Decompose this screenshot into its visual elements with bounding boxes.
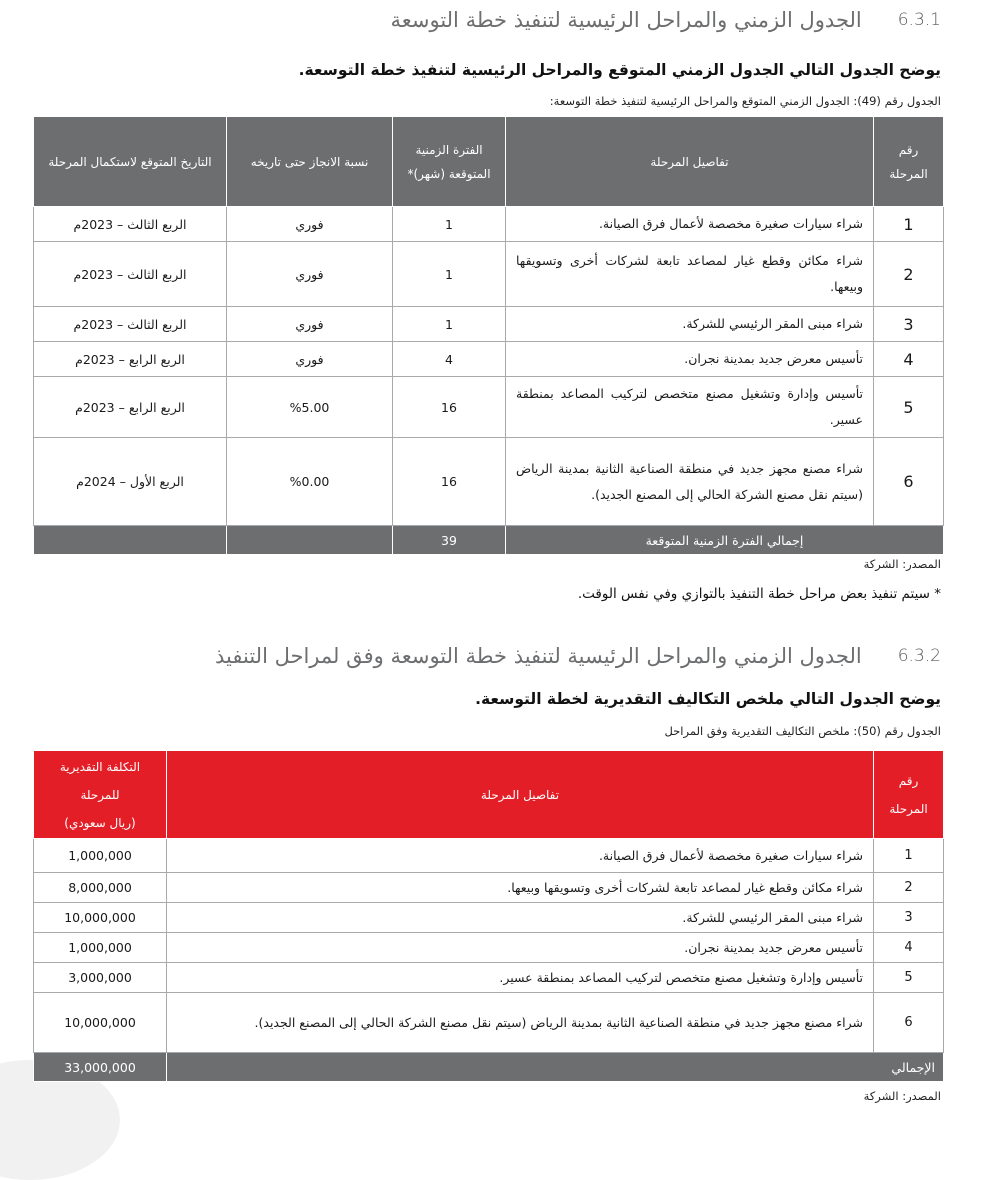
phase-progress: %0.00 <box>227 438 393 526</box>
table-row <box>34 993 944 1053</box>
table-caption: الجدول رقم (49): الجدول الزمني المتوقع والمراحل الرئيسية لتنفيذ خطة التوسعة: <box>549 94 941 108</box>
header-phase-details: تفاصيل المرحلة <box>506 117 874 207</box>
phase-details: شراء سيارات صغيرة مخصصة لأعمال فرق الصيانة. <box>506 207 874 242</box>
total-period: 39 <box>393 526 506 555</box>
phase-details: شراء سيارات صغيرة مخصصة لأعمال فرق الصيانة. <box>167 839 874 873</box>
phase-date: الربع الثالث – 2023م <box>34 242 227 307</box>
table-row <box>34 903 944 933</box>
header-cost-line: للمرحلة <box>80 787 120 802</box>
phase-period: 1 <box>393 242 506 307</box>
table-row <box>34 839 944 873</box>
phase-number: 2 <box>874 242 944 307</box>
header-cost-line: (ريال سعودي) <box>64 815 136 830</box>
phase-progress: فوري <box>227 207 393 242</box>
phase-details: شراء مصنع مجهز جديد في منطقة الصناعية الثانية بمدينة الرياض (سيتم نقل مصنع الشركة الحالي إلى المصنع الجديد). <box>167 993 874 1053</box>
table-row <box>34 963 944 993</box>
phase-period: 16 <box>393 377 506 438</box>
header-progress: نسبة الانجاز حتى تاريخه <box>227 117 393 207</box>
table-row <box>34 873 944 903</box>
phase-progress: فوري <box>227 307 393 342</box>
table-row <box>34 307 944 342</box>
total-empty-cell <box>227 526 393 555</box>
phase-number: 2 <box>874 873 944 903</box>
phase-cost: 10,000,000 <box>34 903 167 933</box>
phase-date: الربع الأول – 2024م <box>34 438 227 526</box>
table-total-row <box>34 1053 944 1082</box>
phase-number: 4 <box>874 933 944 963</box>
phase-number: 3 <box>874 307 944 342</box>
section-title: الجدول الزمني والمراحل الرئيسية لتنفيذ خطة التوسعة <box>390 8 862 32</box>
total-label: الإجمالي <box>167 1053 944 1082</box>
table-row <box>34 242 944 307</box>
source-note: المصدر: الشركة <box>863 1089 941 1103</box>
table-header-row <box>34 117 944 207</box>
phase-progress: فوري <box>227 342 393 377</box>
phase-details: شراء مكائن وقطع غيار لمصاعد تابعة لشركات أخرى وتسويقها وبيعها. <box>506 242 874 307</box>
phase-number: 6 <box>874 993 944 1053</box>
phase-cost: 3,000,000 <box>34 963 167 993</box>
phase-date: الربع الثالث – 2023م <box>34 307 227 342</box>
source-note: المصدر: الشركة <box>863 557 941 571</box>
phase-date: الربع الثالث – 2023م <box>34 207 227 242</box>
phase-date: الربع الرابع – 2023م <box>34 342 227 377</box>
phase-cost: 1,000,000 <box>34 839 167 873</box>
table-row <box>34 438 944 526</box>
header-completion-date: التاريخ المتوقع لاستكمال المرحلة <box>34 117 227 207</box>
table-total-row <box>34 526 944 555</box>
phase-period: 1 <box>393 207 506 242</box>
section-heading-1 <box>40 8 941 32</box>
phase-number: 3 <box>874 903 944 933</box>
phase-number: 4 <box>874 342 944 377</box>
cost-table <box>33 750 944 1082</box>
phase-details: شراء مبنى المقر الرئيسي للشركة. <box>167 903 874 933</box>
footnote: * سيتم تنفيذ بعض مراحل خطة التنفيذ بالتوازي وفي نفس الوقت. <box>577 586 941 602</box>
phase-number: 1 <box>874 839 944 873</box>
section-heading-2 <box>40 644 941 668</box>
table-row <box>34 933 944 963</box>
total-cost: 33,000,000 <box>34 1053 167 1082</box>
phase-cost: 1,000,000 <box>34 933 167 963</box>
phase-details: شراء مكائن وقطع غيار لمصاعد تابعة لشركات أخرى وتسويقها وبيعها. <box>167 873 874 903</box>
phase-number: 5 <box>874 963 944 993</box>
phase-details: شراء مبنى المقر الرئيسي للشركة. <box>506 307 874 342</box>
timeline-table <box>33 116 944 555</box>
phase-number: 1 <box>874 207 944 242</box>
header-phase-number: رقم المرحلة <box>874 117 944 207</box>
phase-progress: %5.00 <box>227 377 393 438</box>
total-label: إجمالي الفترة الزمنية المتوقعة <box>506 526 944 555</box>
table-row <box>34 377 944 438</box>
phase-period: 16 <box>393 438 506 526</box>
table-row <box>34 207 944 242</box>
section-title: الجدول الزمني والمراحل الرئيسية لتنفيذ خطة التوسعة وفق لمراحل التنفيذ <box>215 644 862 668</box>
section-number: 6.3.2 <box>897 646 941 666</box>
phase-details: تأسيس معرض جديد بمدينة نجران. <box>506 342 874 377</box>
phase-number: 5 <box>874 377 944 438</box>
phase-progress: فوري <box>227 242 393 307</box>
phase-details: شراء مصنع مجهز جديد في منطقة الصناعية الثانية بمدينة الرياض (سيتم نقل مصنع الشركة الحالي إلى المصنع الجديد). <box>506 438 874 526</box>
phase-details: تأسيس وإدارة وتشغيل مصنع متخصص لتركيب المصاعد بمنطقة عسير. <box>167 963 874 993</box>
phase-number: 6 <box>874 438 944 526</box>
table-caption: الجدول رقم (50): ملخص التكاليف التقديرية وفق المراحل <box>664 724 941 738</box>
phase-details: تأسيس وإدارة وتشغيل مصنع متخصص لتركيب المصاعد بمنطقة عسير. <box>506 377 874 438</box>
phase-details: تأسيس معرض جديد بمدينة نجران. <box>167 933 874 963</box>
header-phase-number: رقم المرحلة <box>874 751 944 839</box>
section-number: 6.3.1 <box>897 10 941 30</box>
phase-cost: 10,000,000 <box>34 993 167 1053</box>
header-cost-line: التكلفة التقديرية <box>59 759 141 774</box>
header-phase-details: تفاصيل المرحلة <box>167 751 874 839</box>
intro-paragraph: يوضح الجدول التالي ملخص التكاليف التقديرية لخطة التوسعة. <box>475 690 941 708</box>
phase-date: الربع الرابع – 2023م <box>34 377 227 438</box>
phase-period: 1 <box>393 307 506 342</box>
phase-cost: 8,000,000 <box>34 873 167 903</box>
table-header-row <box>34 751 944 839</box>
header-expected-period: الفترة الزمنية المتوقعة (شهر)* <box>393 117 506 207</box>
intro-paragraph: يوضح الجدول التالي الجدول الزمني المتوقع والمراحل الرئيسية لتنفيذ خطة التوسعة. <box>298 61 941 79</box>
table-row <box>34 342 944 377</box>
total-empty-cell <box>34 526 227 555</box>
header-estimated-cost <box>34 751 167 839</box>
phase-period: 4 <box>393 342 506 377</box>
